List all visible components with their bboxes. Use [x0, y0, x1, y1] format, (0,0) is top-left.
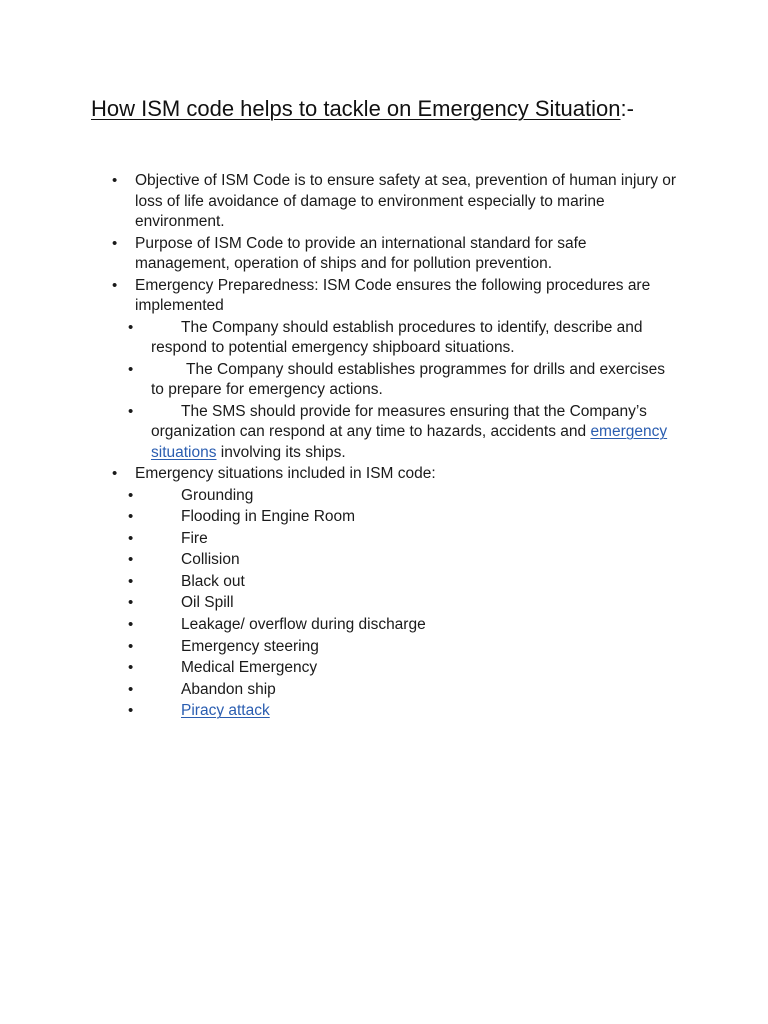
situation-text: Black out [181, 572, 245, 590]
sub-list-item-text-end: involving its ships. [216, 443, 346, 461]
sub-list-item [0, 402, 671, 464]
situation-text: Grounding [181, 486, 254, 504]
sub-list-item-text: The SMS should provide for measures ensuring that the Company’s organization can respond at any time to hazards, accidents and [151, 402, 647, 440]
situation-text: Fire [181, 529, 208, 547]
list-item [0, 276, 680, 317]
document-body [0, 171, 768, 723]
bullet-icon: • [128, 659, 134, 677]
bullet-icon: • [128, 529, 134, 547]
emergency-situations-link[interactable]: emergency situations [151, 423, 668, 461]
situation-item [0, 550, 681, 571]
bullet-icon: • [112, 172, 118, 189]
bullet-icon: • [112, 234, 118, 252]
situation-text: Collision [181, 551, 240, 569]
sub-list-item-text: The Company should establish procedures to identify, describe and respond to potential emergency shipboard situations. [151, 318, 643, 356]
bullet-icon: • [128, 572, 134, 590]
situation-item [0, 593, 681, 614]
list-item [0, 234, 680, 275]
bullet-icon: • [112, 465, 118, 482]
situation-item [0, 680, 681, 701]
list-item-text: Emergency situations included in ISM code: [135, 465, 436, 482]
bullet-icon: • [128, 616, 134, 634]
situation-text: Oil Spill [181, 594, 234, 612]
bullet-icon: • [128, 360, 134, 378]
sub-list-item [0, 360, 671, 401]
situation-text: Emergency steering [181, 637, 319, 655]
bullet-icon: • [128, 486, 134, 504]
situation-text: Flooding in Engine Room [181, 508, 356, 526]
bullet-icon: • [128, 702, 134, 720]
list-item [0, 464, 680, 485]
piracy-attack-link[interactable]: Piracy attack [181, 702, 270, 720]
list-item-text: Objective of ISM Code is to ensure safety at sea, prevention of human injury or loss of life avoidance of damage to environment especially to marine environment. [135, 172, 677, 230]
bullet-icon: • [128, 594, 134, 612]
situation-item [0, 572, 681, 593]
situation-text: Abandon ship [181, 680, 276, 698]
situation-item [0, 658, 681, 679]
list-item-text: Purpose of ISM Code to provide an international standard for safe management, operation of ships and for pollution prevention. [135, 234, 587, 272]
situation-text: Medical Emergency [181, 659, 318, 677]
bullet-icon: • [128, 508, 134, 526]
situation-item [0, 529, 681, 550]
situation-item [0, 637, 681, 658]
sub-list-item [0, 318, 671, 359]
bullet-icon: • [128, 318, 134, 336]
bullet-icon: • [128, 551, 134, 569]
situation-item [0, 486, 681, 507]
bullet-icon: • [128, 402, 134, 420]
list-item [0, 171, 680, 233]
situation-text: Leakage/ overflow during discharge [181, 616, 426, 634]
bullet-icon: • [128, 680, 134, 698]
situation-item [0, 701, 681, 722]
title-text: How ISM code helps to tackle on Emergency Situation [91, 96, 621, 121]
situation-item [0, 507, 681, 528]
list-item-text: Emergency Preparedness: ISM Code ensures the following procedures are implemented [135, 276, 651, 314]
sub-list-item-text: The Company should establishes programmes for drills and exercises to prepare for emergency actions. [151, 360, 665, 398]
document-title [91, 94, 651, 124]
bullet-icon: • [128, 637, 134, 655]
bullet-icon: • [112, 276, 118, 294]
title-suffix: :- [620, 96, 634, 121]
situation-item [0, 615, 681, 636]
